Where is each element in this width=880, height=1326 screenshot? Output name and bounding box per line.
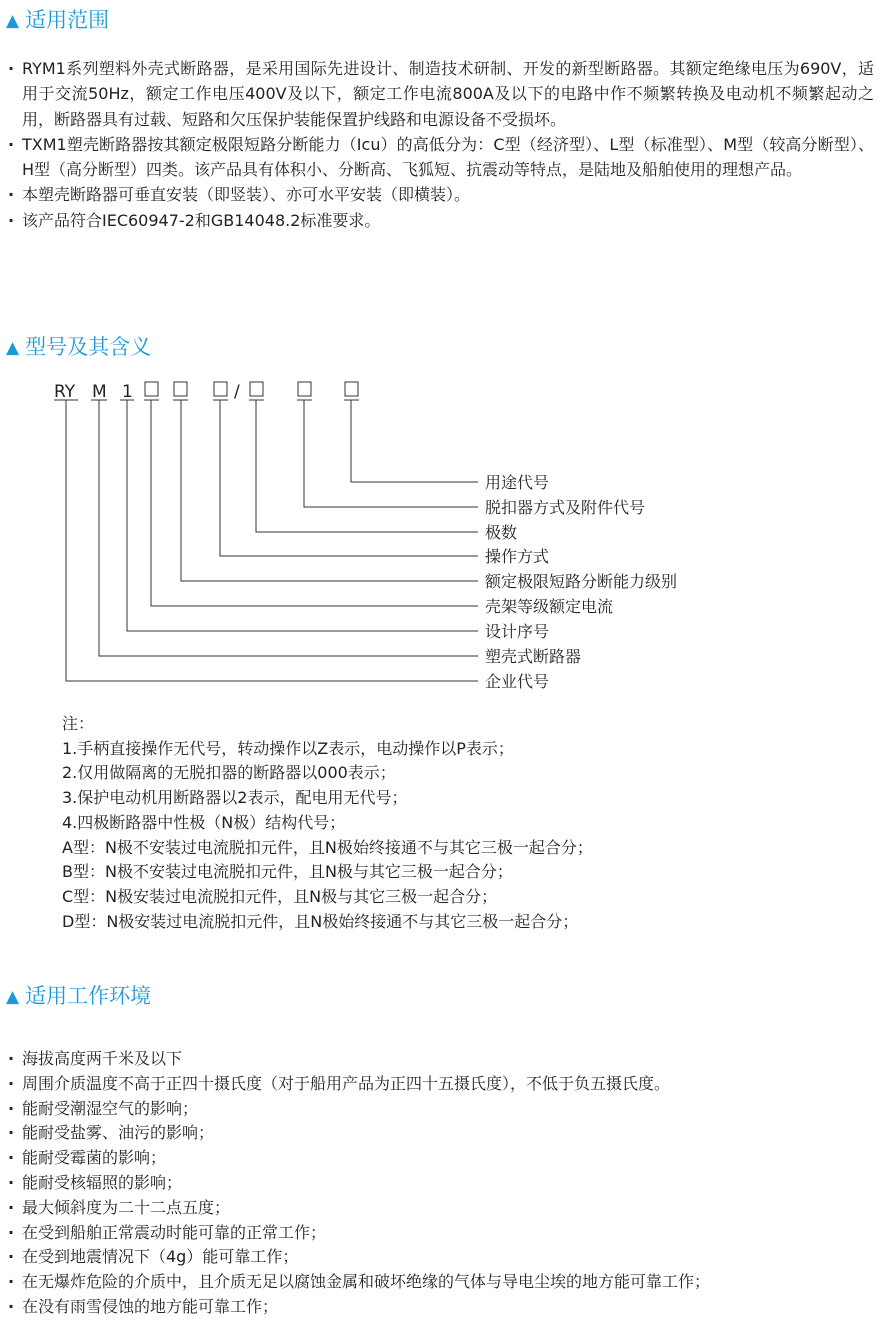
code-placeholder-box <box>298 382 311 396</box>
section-title-text: 适用范围 <box>25 8 110 32</box>
list-item: · 该产品符合IEC60947-2和GB14048.2标准要求。 <box>6 208 874 233</box>
label-company-code: 企业代号 <box>485 672 550 691</box>
list-item: · 在没有雨雪侵蚀的地方能可靠工作； <box>6 1295 874 1320</box>
code-placeholder-box <box>145 382 158 396</box>
model-notes <box>62 712 862 934</box>
code-one: 1 <box>122 382 133 402</box>
label-poles: 极数 <box>485 523 518 542</box>
code-placeholder-box <box>214 382 227 396</box>
label-usage-code: 用途代号 <box>485 473 550 492</box>
note-line: B型：N极不安装过电流脱扣元件，且N极与其它三极一起合分； <box>62 862 513 882</box>
list-item: · 最大倾斜度为二十二点五度； <box>6 1196 874 1221</box>
code-placeholder-box <box>345 382 358 396</box>
note-line: 3.保护电动机用断路器以2表示，配电用无代号； <box>62 788 408 808</box>
triangle-up-icon: ▲ <box>6 987 20 1007</box>
list-item: · 在无爆炸危险的介质中，且介质无足以腐蚀金属和破坏绝缘的气体与导电尘埃的地方能可靠工作； <box>6 1270 874 1295</box>
label-frame-current: 壳架等级额定电流 <box>485 597 614 616</box>
code-prefix: RY <box>54 382 76 402</box>
note-line: 1.手柄直接操作无代号，转动操作以Z表示，电动操作以P表示； <box>62 738 514 758</box>
section-title-model <box>6 334 151 362</box>
triangle-up-icon: ▲ <box>6 338 20 358</box>
label-release-accessory-code: 脱扣器方式及附件代号 <box>485 498 646 517</box>
triangle-up-icon: ▲ <box>6 11 20 31</box>
list-item: · 在受到船舶正常震动时能可靠的正常工作； <box>6 1221 874 1246</box>
code-placeholder-box <box>174 382 187 396</box>
section-title-scope <box>6 7 109 35</box>
note-line: 注： <box>62 714 95 733</box>
label-mccb: 塑壳式断路器 <box>485 647 582 666</box>
list-item: · 本塑壳断路器可垂直安装（即竖装）、亦可水平安装（即横装）。 <box>6 182 874 207</box>
model-code-diagram <box>0 370 880 700</box>
list-item: · 能耐受霉菌的影响； <box>6 1146 874 1171</box>
list-item: · 能耐受核辐照的影响； <box>6 1171 874 1196</box>
code-slash: / <box>234 382 240 402</box>
note-line: D型：N极安装过电流脱扣元件，且N极始终接通不与其它三极一起合分； <box>62 911 579 931</box>
leader-lines <box>66 400 478 681</box>
list-item: · 在受到地震情况下（4g）能可靠工作； <box>6 1245 874 1270</box>
note-line: 4.四极断路器中性极（N极）结构代号； <box>62 812 346 832</box>
note-line: C型：N极安装过电流脱扣元件，且N极与其它三极一起合分； <box>62 886 498 906</box>
list-item: · RYM1系列塑料外壳式断路器，是采用国际先进设计、制造技术研制、开发的新型断路器。其额定绝缘电压为690V，适用于交流50Hz，额定工作电压400V及以下，额定工作电流800A及以下的电路中作不频繁转换及电动机不频繁起动之用，断路器具有过载、短路和欠压保护装能保置护线路和电源设备不受损坏。 <box>6 56 874 132</box>
section-title-text: 适用工作环境 <box>25 984 152 1008</box>
code-placeholder-box <box>250 382 263 396</box>
list-item: · 海拔高度两千米及以下 <box>6 1047 874 1072</box>
scope-list <box>6 56 874 233</box>
code-m: M <box>92 382 107 402</box>
environment-list <box>6 1047 874 1320</box>
list-item: · 能耐受潮湿空气的影响； <box>6 1097 874 1122</box>
section-title-text: 型号及其含义 <box>25 335 152 359</box>
note-line: 2.仅用做隔离的无脱扣器的断路器以000表示； <box>62 763 396 783</box>
label-breaking-capacity: 额定极限短路分断能力级别 <box>485 572 678 591</box>
section-title-environment <box>6 983 151 1011</box>
label-design-number: 设计序号 <box>485 622 550 641</box>
list-item: · 能耐受盐雾、油污的影响； <box>6 1121 874 1146</box>
list-item: · TXM1塑壳断路器按其额定极限短路分断能力（Icu）的高低分为：C型（经济型）、L型（标准型）、M型（较高分断型）、H型（高分断型）四类。该产品具有体积小、分断高、飞狐短、抗震动等特点，是陆地及船舶使用的理想产品。 <box>6 132 874 183</box>
label-operation-mode: 操作方式 <box>485 547 550 566</box>
note-line: A型：N极不安装过电流脱扣元件，且N极始终接通不与其它三极一起合分； <box>62 837 593 857</box>
list-item: · 周围介质温度不高于正四十摄氏度（对于船用产品为正四十五摄氏度），不低于负五摄氏度。 <box>6 1072 874 1097</box>
